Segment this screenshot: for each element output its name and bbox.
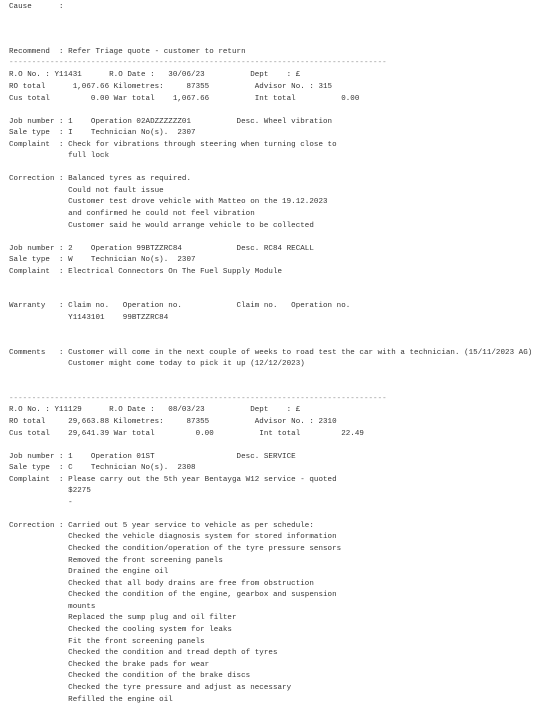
job-number-line: Job number : 1 Operation 01ST Desc. SERVICE bbox=[9, 453, 296, 461]
comments-line: Comments : Customer will come in the next couple of weeks to road test the car with a technician. (15/11/2023 AG) bbox=[9, 349, 533, 357]
correction-continuation: Checked the tyre pressure and adjust as necessary bbox=[9, 684, 292, 692]
sale-type-line: Sale type : C Technician No(s). 2308 bbox=[9, 464, 196, 472]
warranty-claim-line: Y1143101 99BTZZRC84 bbox=[9, 314, 169, 322]
correction-line: Correction : Carried out 5 year service to vehicle as per schedule: bbox=[9, 522, 314, 530]
correction-continuation: Could not fault issue bbox=[9, 187, 164, 195]
complaint-continuation: $2275 bbox=[9, 487, 91, 495]
correction-continuation: Refilled the engine oil bbox=[9, 696, 173, 704]
correction-continuation: Checked the brake pads for wear bbox=[9, 661, 210, 669]
sale-type-line: Sale type : W Technician No(s). 2307 bbox=[9, 256, 196, 264]
job-number-line: Job number : 1 Operation 02ADZZZZZZ01 Desc. Wheel vibration bbox=[9, 118, 333, 126]
ro-cus-total-line: Cus total 0.00 War total 1,067.66 Int total 0.00 bbox=[9, 95, 360, 103]
correction-continuation: and confirmed he could not feel vibration bbox=[9, 210, 255, 218]
job-number-line: Job number : 2 Operation 99BTZZRC84 Desc. RC84 RECALL bbox=[9, 245, 314, 253]
recommend-line: Recommend : Refer Triage quote - customer to return bbox=[9, 48, 246, 56]
ro-header-line: R.O No. : Y11431 R.O Date : 30/06/23 Dept : £ bbox=[9, 71, 301, 79]
complaint-line: Complaint : Please carry out the 5th year Bentayga W12 service - quoted bbox=[9, 476, 337, 484]
ro-cus-total-line: Cus total 29,641.39 War total 0.00 Int total 22.49 bbox=[9, 430, 364, 438]
complaint-continuation: - bbox=[9, 499, 73, 507]
correction-continuation: Replaced the sump plug and oil filter bbox=[9, 614, 237, 622]
ro-totals-line: RO total 29,663.88 Kilometres: 87355 Advisor No. : 2310 bbox=[9, 418, 337, 426]
correction-continuation: Checked the vehicle diagnosis system for stored information bbox=[9, 533, 337, 541]
correction-continuation: Fit the front screening panels bbox=[9, 638, 205, 646]
correction-continuation: Checked that all body drains are free from obstruction bbox=[9, 580, 314, 588]
correction-line: Correction : Balanced tyres as required. bbox=[9, 175, 192, 183]
correction-continuation: Checked the condition of the engine, gearbox and suspension bbox=[9, 591, 337, 599]
correction-continuation: Customer said he would arrange vehicle to be collected bbox=[9, 222, 314, 230]
correction-continuation: Checked the condition and tread depth of tyres bbox=[9, 649, 278, 657]
warranty-line: Warranty : Claim no. Operation no. Claim no. Operation no. bbox=[9, 302, 351, 310]
ro-header-line: R.O No. : Y11129 R.O Date : 08/03/23 Dept : £ bbox=[9, 406, 301, 414]
correction-continuation: mounts bbox=[9, 603, 96, 611]
correction-continuation: Customer test drove vehicle with Matteo on the 19.12.2023 bbox=[9, 198, 328, 206]
sale-type-line: Sale type : I Technician No(s). 2307 bbox=[9, 129, 196, 137]
complaint-continuation: full lock bbox=[9, 152, 110, 160]
correction-continuation: Drained the engine oil bbox=[9, 568, 169, 576]
cause-line: Cause : bbox=[9, 3, 64, 11]
correction-continuation: Checked the condition of the brake discs bbox=[9, 672, 251, 680]
complaint-line: Complaint : Check for vibrations through steering when turning close to bbox=[9, 141, 337, 149]
correction-continuation: Checked the cooling system for leaks bbox=[9, 626, 232, 634]
correction-continuation: Checked the condition/operation of the tyre pressure sensors bbox=[9, 545, 342, 553]
separator: ----------------------------------------------------------------------------------- bbox=[9, 395, 387, 403]
complaint-line: Complaint : Electrical Connectors On The Fuel Supply Module bbox=[9, 268, 283, 276]
comments-continuation: Customer might come today to pick it up (12/12/2023) bbox=[9, 360, 305, 368]
correction-continuation: Removed the front screening panels bbox=[9, 557, 223, 565]
separator: ----------------------------------------------------------------------------------- bbox=[9, 59, 387, 67]
ro-totals-line: RO total 1,067.66 Kilometres: 87355 Advisor No. : 315 bbox=[9, 83, 333, 91]
